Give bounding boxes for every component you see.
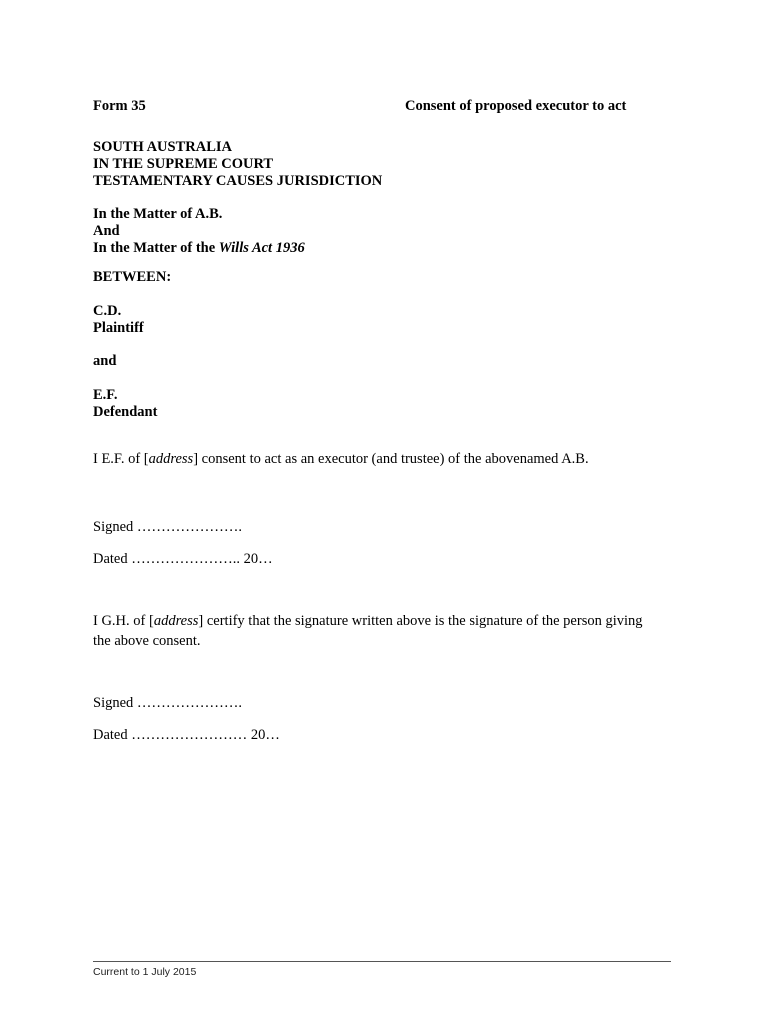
matter-and: And bbox=[93, 223, 120, 239]
matter-act-line bbox=[93, 240, 305, 257]
form-number: Form 35 bbox=[93, 98, 146, 114]
between-label: BETWEEN: bbox=[93, 269, 172, 285]
court-name: IN THE SUPREME COURT bbox=[93, 156, 274, 172]
executor-dated-line: Dated ………………….. 20… bbox=[93, 551, 273, 567]
matter-act-name: Wills Act 1936 bbox=[218, 240, 305, 256]
defendant-name: E.F. bbox=[93, 387, 118, 403]
certification-prefix: I G.H. of [ bbox=[93, 613, 154, 629]
defendant-block bbox=[93, 387, 157, 421]
defendant-role: Defendant bbox=[93, 404, 158, 420]
form-title: Consent of proposed executor to act bbox=[405, 98, 627, 114]
footer-divider bbox=[93, 961, 671, 962]
plaintiff-block bbox=[93, 303, 144, 337]
footer-currency-note: Current to 1 July 2015 bbox=[93, 966, 197, 978]
consent-suffix: ] consent to act as an executor (and trustee) of the abovenamed A.B. bbox=[193, 451, 589, 467]
witness-dated-line: Dated …………………… 20… bbox=[93, 727, 280, 743]
certification-address-placeholder: address bbox=[153, 613, 199, 629]
consent-address-placeholder: address bbox=[148, 451, 194, 467]
matter-heading bbox=[93, 206, 305, 257]
matter-act-prefix: In the Matter of the bbox=[93, 240, 219, 256]
consent-prefix: I E.F. of [ bbox=[93, 451, 149, 467]
plaintiff-role: Plaintiff bbox=[93, 320, 144, 336]
consent-statement bbox=[93, 449, 589, 469]
court-heading bbox=[93, 139, 382, 190]
certification-suffix: ] certify that the signature written above is the signature of the person giving bbox=[198, 613, 643, 629]
certification-line-1 bbox=[93, 611, 693, 631]
court-jurisdiction: TESTAMENTARY CAUSES JURISDICTION bbox=[93, 173, 383, 189]
parties-conjunction: and bbox=[93, 353, 117, 369]
certification-statement bbox=[93, 611, 693, 651]
witness-signed-line: Signed …………………. bbox=[93, 695, 243, 711]
court-state: SOUTH AUSTRALIA bbox=[93, 139, 232, 155]
matter-estate: In the Matter of A.B. bbox=[93, 206, 223, 222]
certification-line-2: the above consent. bbox=[93, 633, 201, 649]
plaintiff-name: C.D. bbox=[93, 303, 122, 319]
executor-signed-line: Signed …………………. bbox=[93, 519, 243, 535]
